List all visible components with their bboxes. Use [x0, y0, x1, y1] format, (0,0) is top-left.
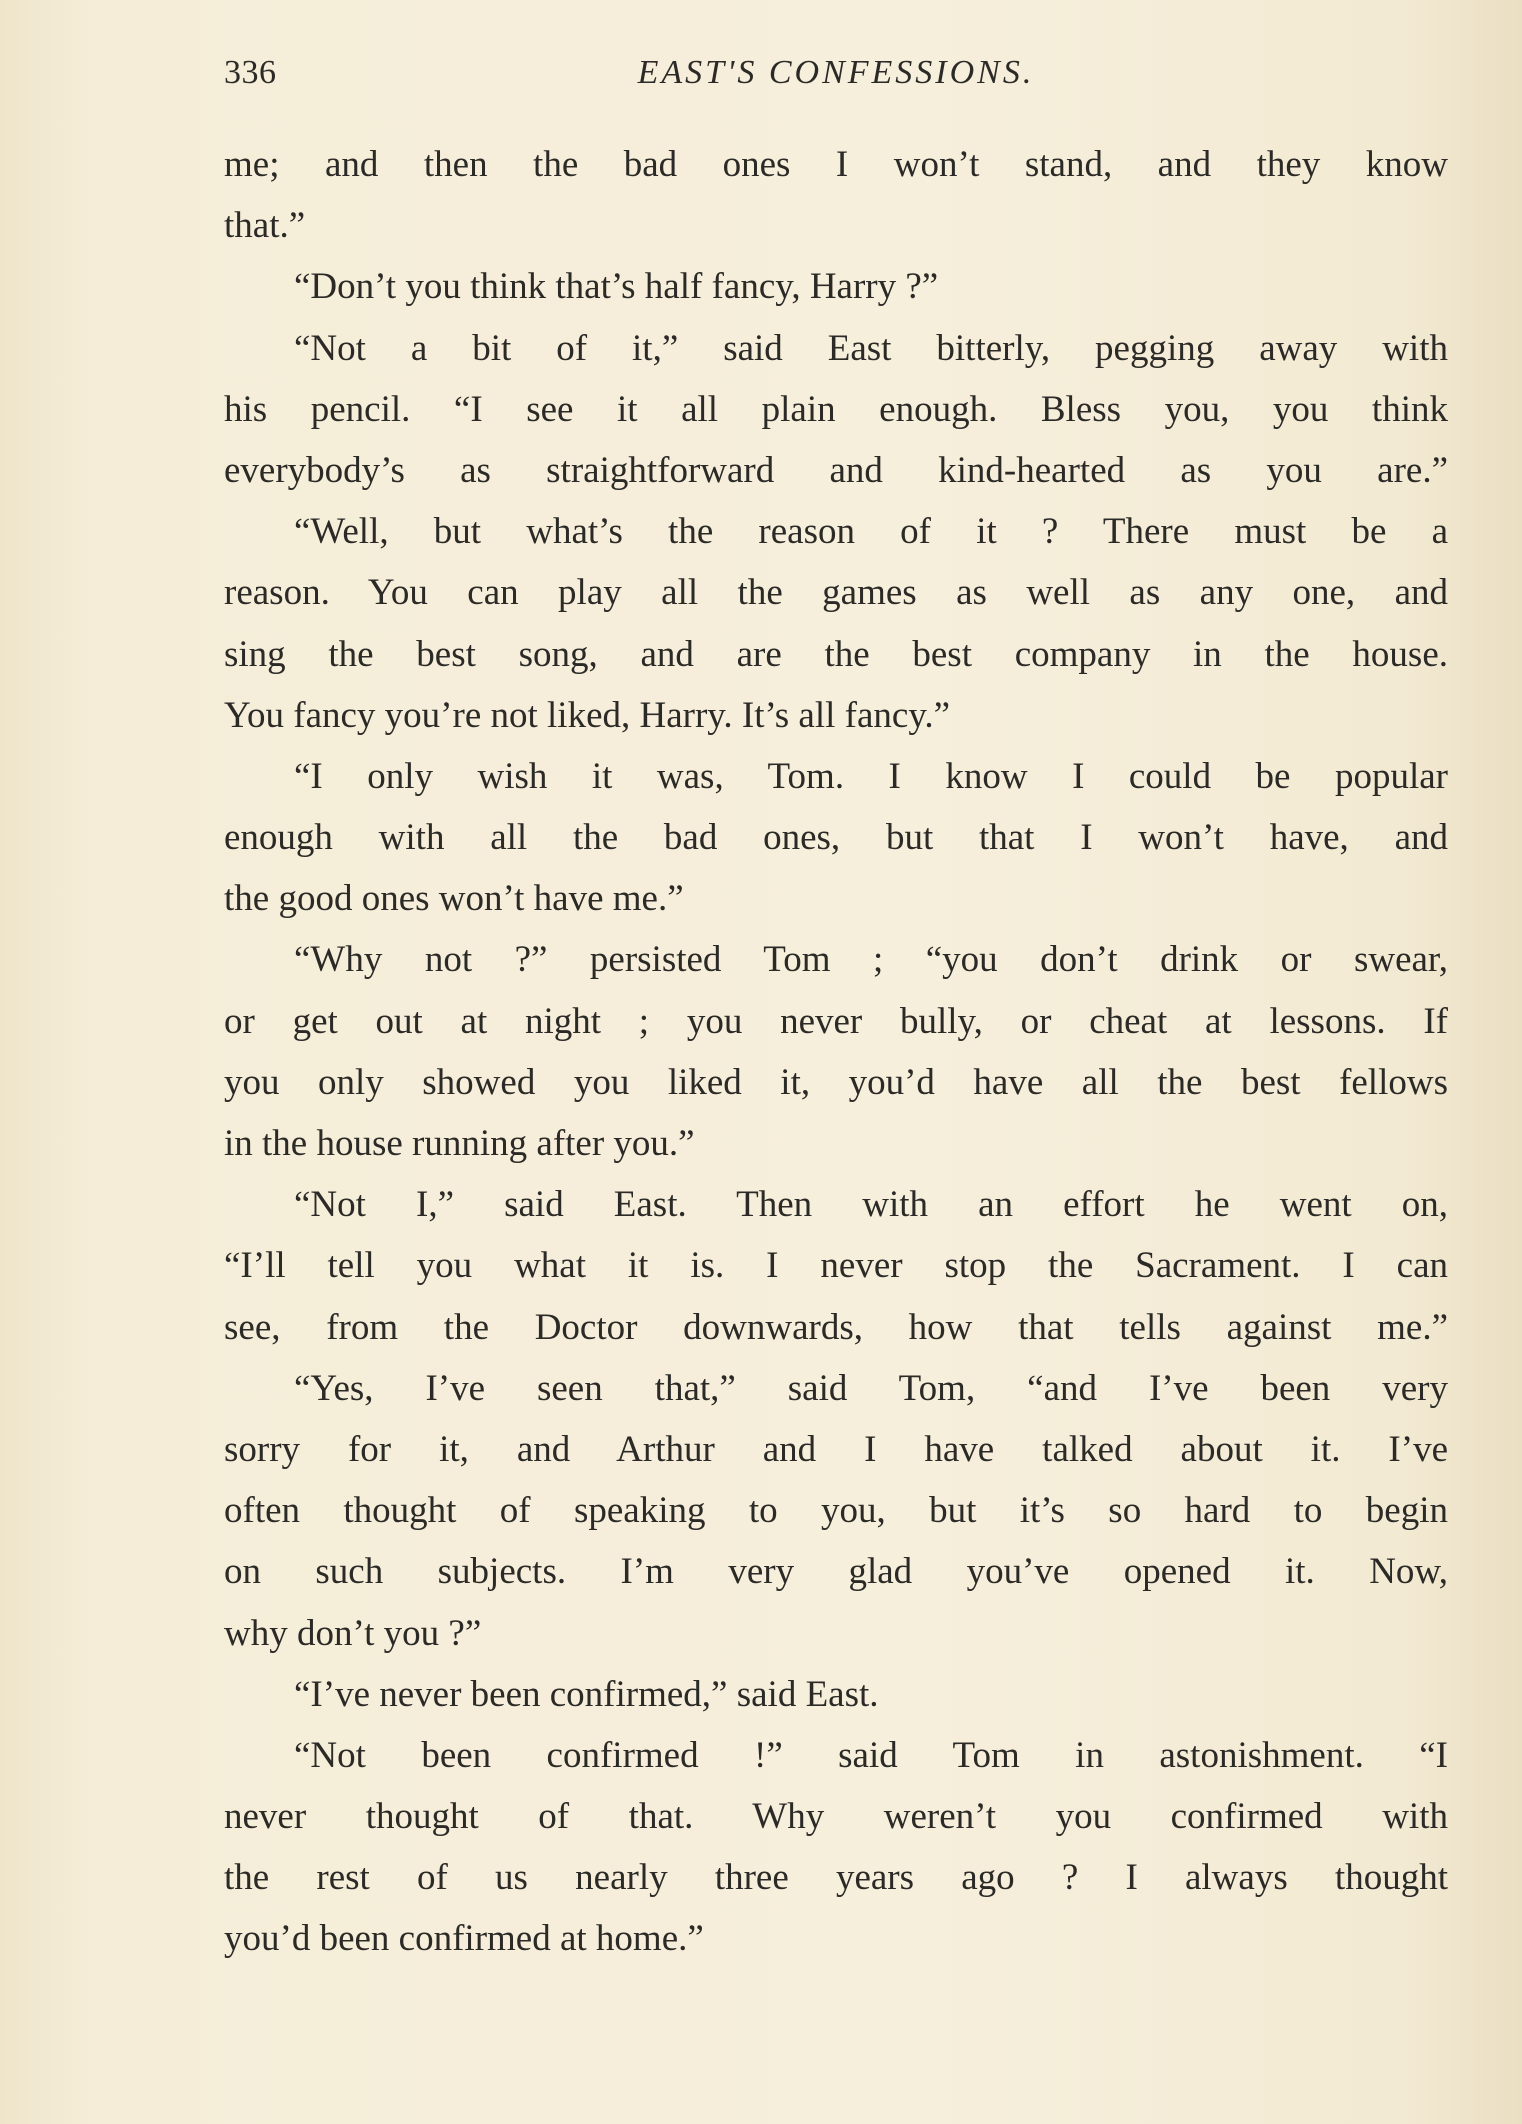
text-line: his pencil. “I see it all plain enough. Bless you, you think — [224, 388, 1448, 430]
text-line: enough with all the bad ones, but that I won’t have, and — [224, 817, 1448, 859]
text-line: “Yes, I’ve seen that,” said Tom, “and I’ve been very — [294, 1367, 1448, 1409]
text-line: “Well, but what’s the reason of it ? There must be a — [294, 511, 1448, 553]
text-line: “Not a bit of it,” said East bitterly, pegging away with — [294, 327, 1448, 369]
text-line: in the house running after you.” — [224, 1123, 695, 1164]
text-line: everybody’s as straightforward and kind-hearted as you are.” — [224, 449, 1448, 491]
text-line: that.” — [224, 205, 306, 247]
text-line: “I’ll tell you what it is. I never stop the Sacrament. I can — [224, 1245, 1448, 1287]
text-line: sorry for it, and Arthur and I have talked about it. I’ve — [224, 1428, 1448, 1470]
text-line: sing the best song, and are the best company in the house. — [224, 633, 1448, 675]
page-number: 336 — [224, 54, 277, 91]
text-line: reason. You can play all the games as well as any one, and — [224, 572, 1448, 614]
running-head: EAST'S CONFESSIONS. — [637, 54, 1035, 91]
page-header — [224, 54, 1448, 114]
text-line: “I only wish it was, Tom. I know I could be popular — [294, 755, 1448, 797]
body-text — [224, 134, 1448, 1970]
text-line: see, from the Doctor downwards, how that tells against me.” — [224, 1306, 1448, 1348]
text-line: often thought of speaking to you, but it’s so hard to begin — [224, 1490, 1448, 1532]
text-line: “Not been confirmed !” said Tom in astonishment. “I — [294, 1734, 1448, 1776]
text-line: “Don’t you think that’s half fancy, Harry ?” — [294, 266, 939, 308]
text-line: you’d been confirmed at home.” — [224, 1918, 704, 1960]
text-line: or get out at night ; you never bully, or cheat at lessons. If — [224, 1000, 1448, 1042]
text-line: on such subjects. I’m very glad you’ve opened it. Now, — [224, 1551, 1448, 1593]
text-line: you only showed you liked it, you’d have all the best fellows — [224, 1061, 1448, 1103]
text-line: the good ones won’t have me.” — [224, 878, 684, 920]
text-line: “I’ve never been confirmed,” said East. — [294, 1673, 879, 1715]
text-line: “Not I,” said East. Then with an effort he went on, — [294, 1184, 1448, 1226]
text-line: “Why not ?” persisted Tom ; “you don’t drink or swear, — [294, 939, 1448, 981]
text-line: why don’t you ?” — [224, 1612, 482, 1654]
text-line: You fancy you’re not liked, Harry. It’s all fancy.” — [224, 694, 951, 736]
text-line: never thought of that. Why weren’t you confirmed with — [224, 1796, 1448, 1838]
text-line: me; and then the bad ones I won’t stand, and they know — [224, 144, 1448, 185]
text-line: the rest of us nearly three years ago ? I always thought — [224, 1857, 1448, 1899]
